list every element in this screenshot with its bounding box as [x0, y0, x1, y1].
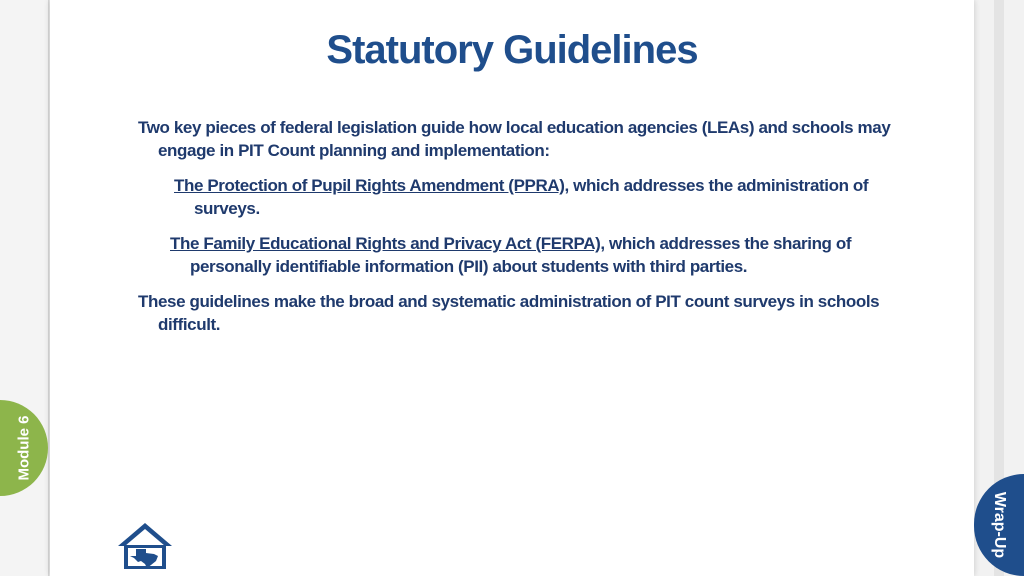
ppra-item: [174, 174, 908, 220]
slide-card: [50, 0, 974, 576]
ppra-description: , which addresses the administration of surveys.: [194, 176, 869, 218]
ppra-link[interactable]: The Protection of Pupil Rights Amendment (PPRA): [174, 176, 565, 195]
slide-title: Statutory Guidelines: [326, 28, 698, 72]
wrap-up-label: Wrap-Up: [991, 491, 1008, 559]
module-tab-label: Module 6: [15, 415, 33, 481]
slide-body: [138, 116, 908, 348]
closing-paragraph: These guidelines make the broad and systematic administration of PIT count surveys in schools difficult.: [138, 292, 880, 334]
ferpa-link[interactable]: The Family Educational Rights and Privacy Act (FERPA): [170, 234, 601, 253]
intro-paragraph: Two key pieces of federal legislation guide how local education agencies (LEAs) and schools may engage in PIT Count planning and implementation:: [138, 118, 891, 160]
ferpa-item: [170, 232, 908, 278]
home-texas-icon[interactable]: [116, 520, 174, 572]
ferpa-description: , which addresses the sharing of personally identifiable information (PII) about students with third parties.: [190, 234, 852, 276]
